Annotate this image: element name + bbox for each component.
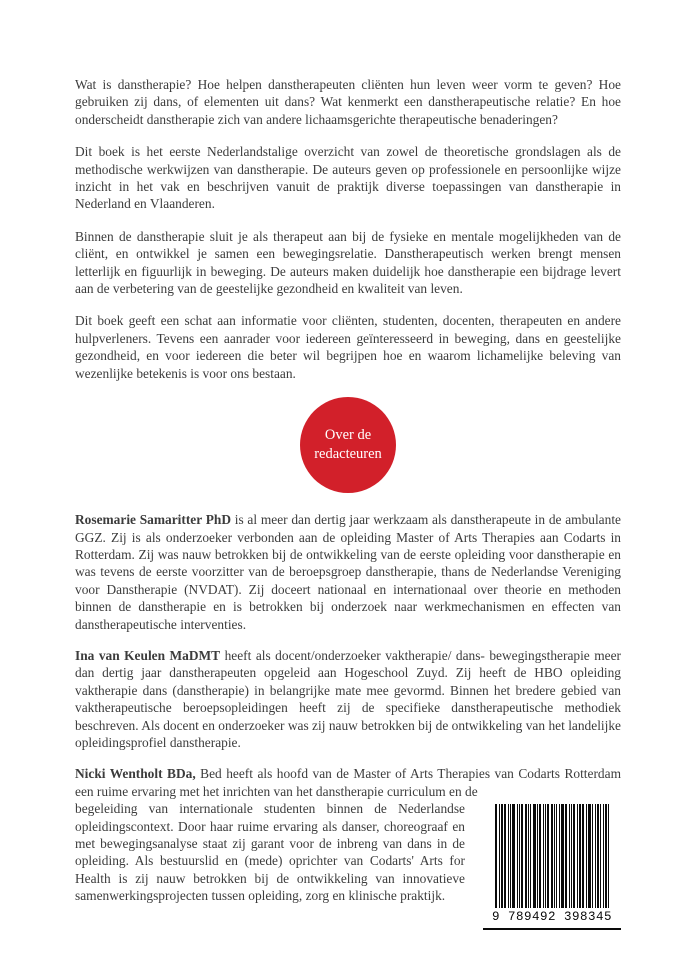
barcode-bar	[517, 804, 518, 908]
barcode-bar	[530, 804, 531, 908]
intro-paragraph-3: Binnen de danstherapie sluit je als therapeut aan bij de fysieke en mentale mogelijkheden van de cliënt, en ontwikkel je samen een bewegingsrelatie. Danstherapeutisch werken brengt mensen letterlijk en figuurlijk in beweging. De auteurs maken duidelijk hoe danstherapie een bijdrage levert aan de verbetering van de geestelijke gezondheid en kwaliteit van leven.	[75, 228, 621, 297]
barcode-bar	[504, 804, 506, 908]
barcode-bar	[608, 804, 609, 908]
barcode-bar	[495, 804, 497, 908]
barcode-bar	[510, 804, 511, 908]
bio-text: heeft als docent/onderzoeker vaktherapie/ dans- bewegingstherapie meer dan dertig jaar danstherapeuten opgeleid aan Hogeschool Zuyd. Zij heeft de HBO opleiding vaktherapie dans (danstherapie) in belangrijke mate mee gevormd. Binnen het bredere gebied van vaktherapeutische beroepsopleidingen heeft zij de specifieke danstherapeutische methodiek beschreven. Als docent en onderzoeker was zij nauw betrokken bij de ontwikkeling van het landelijke opleidingsprofiel danstherapie.	[75, 647, 621, 750]
barcode-bar	[554, 804, 555, 908]
bio-rosemarie-samaritter	[75, 511, 621, 633]
editors-badge	[300, 397, 396, 493]
barcode-bar	[565, 804, 567, 908]
barcode-bar	[539, 804, 541, 908]
barcode-bar	[582, 804, 584, 908]
bio-ina-van-keulen	[75, 647, 621, 751]
barcode-bar	[573, 804, 575, 908]
bio-author-name: Rosemarie Samaritter PhD	[75, 512, 231, 528]
barcode-bar	[521, 804, 523, 908]
barcode-bar	[571, 804, 572, 908]
intro-paragraph-1: Wat is danstherapie? Hoe helpen danstherapeuten cliënten hun leven weer vorm te geven? Hoe gebruiken zij dans, of elementen uit dans? Wat kenmerkt een danstherapeutische relatie? En hoe onderscheidt danstherapie zich van andere lichaamsgerichte therapeutische benaderingen?	[75, 77, 621, 127]
barcode-bar	[588, 804, 591, 908]
editor-bios-section	[75, 511, 621, 930]
barcode-bar	[537, 804, 538, 908]
bio-nicki-wentholt	[75, 765, 621, 800]
barcode-bar	[577, 804, 578, 908]
barcode-bar	[603, 804, 604, 908]
editors-badge-wrap	[75, 397, 621, 493]
editors-badge-line-1: Over de	[324, 427, 372, 444]
barcode-bar	[559, 804, 560, 908]
barcode-bar	[508, 804, 509, 908]
barcode-bar	[586, 804, 587, 908]
barcode-bar	[605, 804, 607, 908]
intro-paragraph-4: Dit boek geeft een schat aan informatie voor cliënten, studenten, docenten, therapeuten en andere hulpverleners. Tevens een aanrader voor iedereen geïnteresseerd in beweging, dans en geestelijke gezondheid, en voor iedereen die beter wil begrijpen hoe en waarom lichamelijke beleving van wezenlijke betekenis is voor ons bestaan.	[75, 313, 621, 381]
barcode-bar	[512, 804, 515, 908]
bio-text: is al meer dan dertig jaar werkzaam als danstherapeute in de ambulante GGZ. Zij is als onderzoeker verbonden aan de opleiding Master of Arts Therapies aan Codarts in Rotterdam. Zij was nauw betrokken bij de ontwikkeling van de eerste opleiding voor danstherapie en was tevens de eerste voorzitter van de beroepsgroep danstherapie, thans de Nederlandse Vereniging voor Danstherapie (NVDAT). Zij doceert nationaal en internationaal over theorie en methoden binnen de danstherapie en is betrokken bij onderzoek naar werkmechanismen en effecten van danstherapeutische interventies.	[75, 512, 621, 632]
editors-badge-line-2: redacteuren	[314, 446, 382, 463]
barcode-bar	[499, 804, 500, 908]
barcode-bar	[547, 804, 549, 908]
barcode-bar	[595, 804, 596, 908]
barcode-bar	[528, 804, 529, 908]
barcode-bar	[543, 804, 544, 908]
barcode-bar	[551, 804, 553, 908]
barcode-bar	[525, 804, 527, 908]
bio-text-continued: begeleiding van internationale studenten binnen de Nederlandse opleidingscontext. Door haar ruime ervaring als danser, choreograaf en met bewegingsanalyse staat zij garant voor de inbreng van dans in de opleiding. Als bestuurslid en (mede) oprichter van Codarts' Arts for Health is zij nauw betrokken bij de ontwikkeling van innovatieve samenwerkingsprojecten tussen opleiding, zorg en klinische praktijk.	[75, 801, 465, 904]
barcode-bar	[501, 804, 503, 908]
bio-text: Bed heeft als hoofd van de Master of Arts Therapies van Codarts Rotterdam een ruime ervaring met het inrichten van het danstherapie curriculum en de	[75, 766, 621, 799]
barcode-bar	[592, 804, 593, 908]
isbn-barcode	[483, 800, 621, 930]
bio-author-name: Ina van Keulen MaDMT	[75, 647, 221, 663]
bio-nicki-wentholt-continued-row	[75, 800, 621, 930]
intro-section	[75, 76, 621, 382]
barcode-bar	[597, 804, 599, 908]
barcode-bar	[519, 804, 520, 908]
barcode-bar	[569, 804, 570, 908]
barcode-bar	[561, 804, 564, 908]
barcode-bar	[600, 804, 601, 908]
bio-author-name: Nicki Wentholt BDa,	[75, 766, 196, 782]
barcode-bars	[483, 804, 621, 908]
intro-paragraph-2: Dit boek is het eerste Nederlandstalige overzicht van zowel de theoretische grondslagen als de methodische werkwijzen van danstherapie. De auteurs geven op professionele en persoonlijke wijze inzicht in het vak en beschrijven vanuit de praktijk diverse toepassingen van danstherapie in Nederland en Vlaanderen.	[75, 144, 621, 212]
barcode-bar	[533, 804, 536, 908]
isbn-number: 9 789492 398345	[483, 908, 621, 930]
barcode-bar	[556, 804, 557, 908]
barcode-bar	[545, 804, 546, 908]
barcode-bar	[579, 804, 581, 908]
